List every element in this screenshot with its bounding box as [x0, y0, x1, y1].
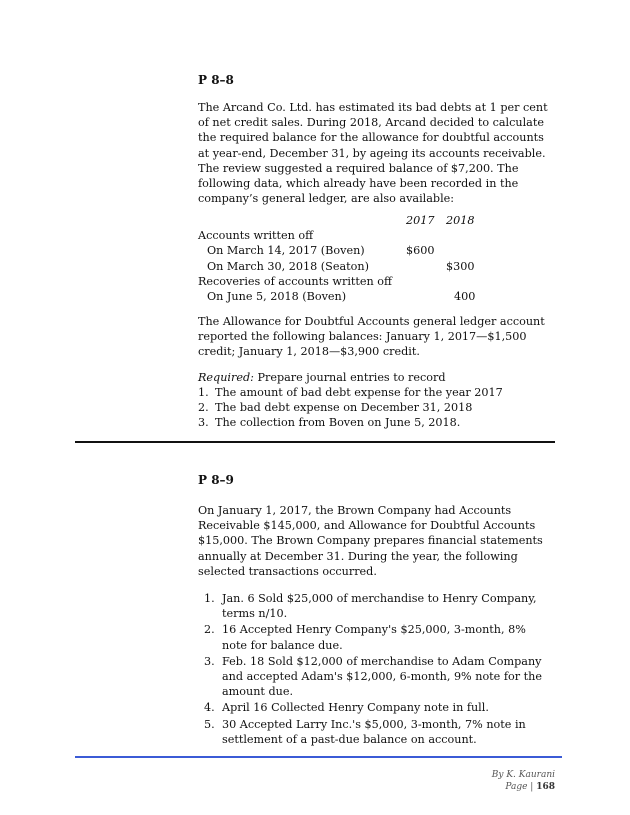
list-item	[204, 717, 554, 747]
table-row	[198, 228, 498, 243]
page-number: 168	[536, 782, 555, 792]
table-row	[198, 274, 498, 289]
list-item-number: 1.	[198, 386, 209, 399]
list-item	[204, 622, 554, 652]
p8-8-intro-paragraph: The Arcand Co. Ltd. has estimated its bad debts at 1 per cent of net credit sales. During 2018, Arcand decided to calculate the required balance for the allowance for doubtful accounts at year-end, December 31, by ageing its accounts receivable. The review suggested a required balance of $7,200. The following data, which already have been recorded in the company’s general ledger, are also available:	[198, 101, 548, 206]
list-item	[198, 385, 558, 400]
row-label: Accounts written off	[198, 229, 314, 243]
p8-8-balances-paragraph: The Allowance for Doubtful Accounts general ledger account reported the following balances: January 1, 2017—$1,500 credit; January 1, 2018—$3,900 credit.	[198, 315, 545, 359]
list-item-text: The amount of bad debt expense for the year 2017	[215, 386, 503, 399]
p8-8-required-line	[198, 370, 558, 385]
list-item-number: 3.	[198, 416, 209, 430]
section-divider	[75, 441, 555, 443]
p8-9-transaction-list	[204, 591, 554, 748]
list-item-text: 16 Accepted Henry Company's $25,000, 3-month, 8% note for balance due.	[222, 623, 526, 652]
table-header-2018: 2018	[446, 214, 475, 227]
required-text: Prepare journal entries to record	[253, 371, 446, 384]
table-row	[198, 289, 498, 304]
list-item-text: Feb. 18 Sold $12,000 of merchandise to Adam Company and accepted Adam's $12,000, 6-month, 9% note for the amount due.	[222, 654, 542, 699]
row-label: On March 14, 2017 (Boven)	[207, 244, 365, 258]
page-footer	[492, 769, 555, 793]
problem-heading-p8-8: P 8–8	[198, 73, 234, 87]
list-item	[198, 415, 558, 430]
list-item	[204, 700, 554, 715]
list-item-text: Jan. 6 Sold $25,000 of merchandise to Henry Company, terms n/10.	[222, 592, 537, 621]
table-header-2017: 2017	[406, 214, 435, 227]
p8-9-intro-paragraph: On January 1, 2017, the Brown Company had Accounts Receivable $145,000, and Allowance for Doubtful Accounts $15,000. The Brown Company prepares financial statements annually at December 31. During the year, the following selected transactions occurred.	[198, 504, 543, 578]
list-item-text: The bad debt expense on December 31, 2018	[215, 401, 473, 415]
problem-heading-p8-9: P 8–9	[198, 473, 234, 487]
footer-page-number	[492, 781, 555, 793]
table-row	[198, 243, 498, 258]
footer-author: By K. Kaurani	[491, 770, 555, 780]
list-item-number: 5.	[204, 717, 215, 731]
list-item	[204, 591, 554, 621]
list-item-text: The collection from Boven on June 5, 2018.	[215, 416, 461, 430]
row-value-2017: $600	[406, 244, 435, 258]
list-item-number: 2.	[198, 401, 209, 415]
list-item	[198, 400, 558, 415]
p8-8-required-list	[198, 385, 558, 431]
table-header-row	[198, 213, 498, 228]
row-value-2018: $300	[446, 259, 475, 273]
list-item-number: 3.	[204, 654, 215, 668]
list-item-text: 30 Accepted Larry Inc.'s $5,000, 3-month, 7% note in settlement of a past-due balance on account.	[222, 717, 526, 746]
p8-8-data-table	[198, 213, 498, 304]
row-label: On March 30, 2018 (Seaton)	[207, 259, 369, 273]
row-label: Recoveries of accounts written off	[198, 274, 392, 288]
page-label: Page |	[505, 782, 537, 792]
row-value-2018: 400	[454, 289, 476, 303]
list-item-number: 4.	[204, 701, 215, 715]
list-item	[204, 654, 554, 700]
list-item-number: 2.	[204, 623, 215, 637]
row-label: On June 5, 2018 (Boven)	[207, 289, 347, 303]
table-row	[198, 259, 498, 274]
required-label: Required:	[198, 371, 254, 384]
footer-divider	[75, 756, 562, 758]
list-item-text: April 16 Collected Henry Company note in full.	[222, 701, 489, 715]
list-item-number: 1.	[204, 592, 215, 605]
